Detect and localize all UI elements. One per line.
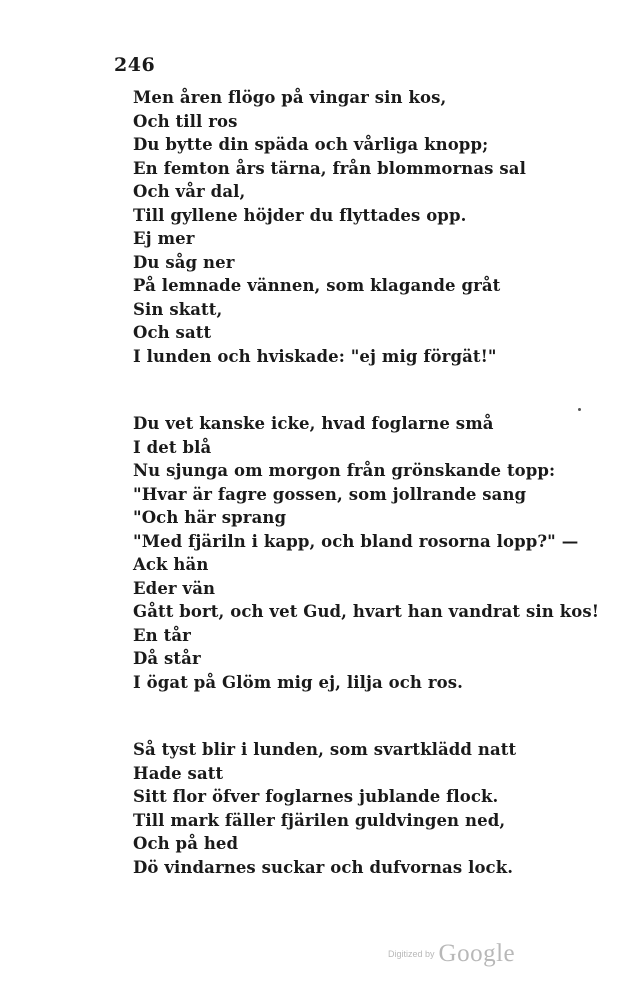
- watermark-prefix: Digitized by: [388, 949, 435, 959]
- digitized-by-google-watermark: [388, 940, 515, 968]
- verse-line: Och vår dal,: [133, 182, 246, 201]
- verse-line: I lunden och hviskade: "ej mig förgät!": [133, 346, 497, 366]
- google-logo: Google: [438, 940, 516, 967]
- verse-line: "Med fjäriln i kapp, och bland rosorna lopp?" —: [133, 531, 579, 551]
- verse-line: Då står: [133, 649, 201, 668]
- verse-line: Eder vän: [133, 578, 216, 598]
- verse-line: Dö vindarnes suckar och dufvornas lock.: [133, 857, 514, 877]
- verse-line: Du vet kanske icke, hvad foglarne små: [133, 414, 494, 433]
- verse-line: Och satt: [133, 323, 212, 342]
- verse-line: Till mark fäller fjärilen guldvingen ned,: [133, 810, 506, 830]
- verse-line: Nu sjunga om morgon från grönskande topp:: [133, 461, 556, 480]
- verse-line: Och på hed: [133, 834, 239, 853]
- verse-line: Ej mer: [133, 229, 195, 248]
- verse-line: I ögat på Glöm mig ej, lilja och ros.: [133, 672, 464, 692]
- verse-line: En femton års tärna, från blommornas sal: [133, 158, 526, 178]
- stanza-3: [133, 738, 516, 879]
- verse-line: Sitt flor öfver foglarnes jublande flock.: [133, 787, 499, 806]
- verse-line: Så tyst blir i lunden, som svartklädd natt: [133, 740, 517, 759]
- verse-line: Hade satt: [133, 763, 224, 783]
- verse-line: Du såg ner: [133, 252, 235, 272]
- verse-line: Sin skatt,: [133, 299, 223, 319]
- verse-line: Gått bort, och vet Gud, hvart han vandrat sin kos!: [133, 602, 600, 621]
- stanza-2: [133, 412, 599, 694]
- verse-line: Men åren flögo på vingar sin kos,: [133, 88, 447, 107]
- page-number: 246: [114, 54, 156, 76]
- verse-line: I det blå: [133, 437, 212, 457]
- verse-line: "Hvar är fagre gossen, som jollrande sang: [133, 484, 527, 504]
- verse-line: Och till ros: [133, 111, 238, 131]
- verse-line: Du bytte din späda och vårliga knopp;: [133, 135, 489, 154]
- verse-line: På lemnade vännen, som klagande gråt: [133, 276, 501, 295]
- verse-line: Ack hän: [133, 555, 209, 574]
- verse-line: "Och här sprang: [133, 508, 287, 527]
- ink-speck: [578, 408, 581, 411]
- stanza-1: [133, 86, 526, 368]
- verse-line: Till gyllene höjder du flyttades opp.: [133, 205, 467, 225]
- verse-line: En tår: [133, 625, 191, 645]
